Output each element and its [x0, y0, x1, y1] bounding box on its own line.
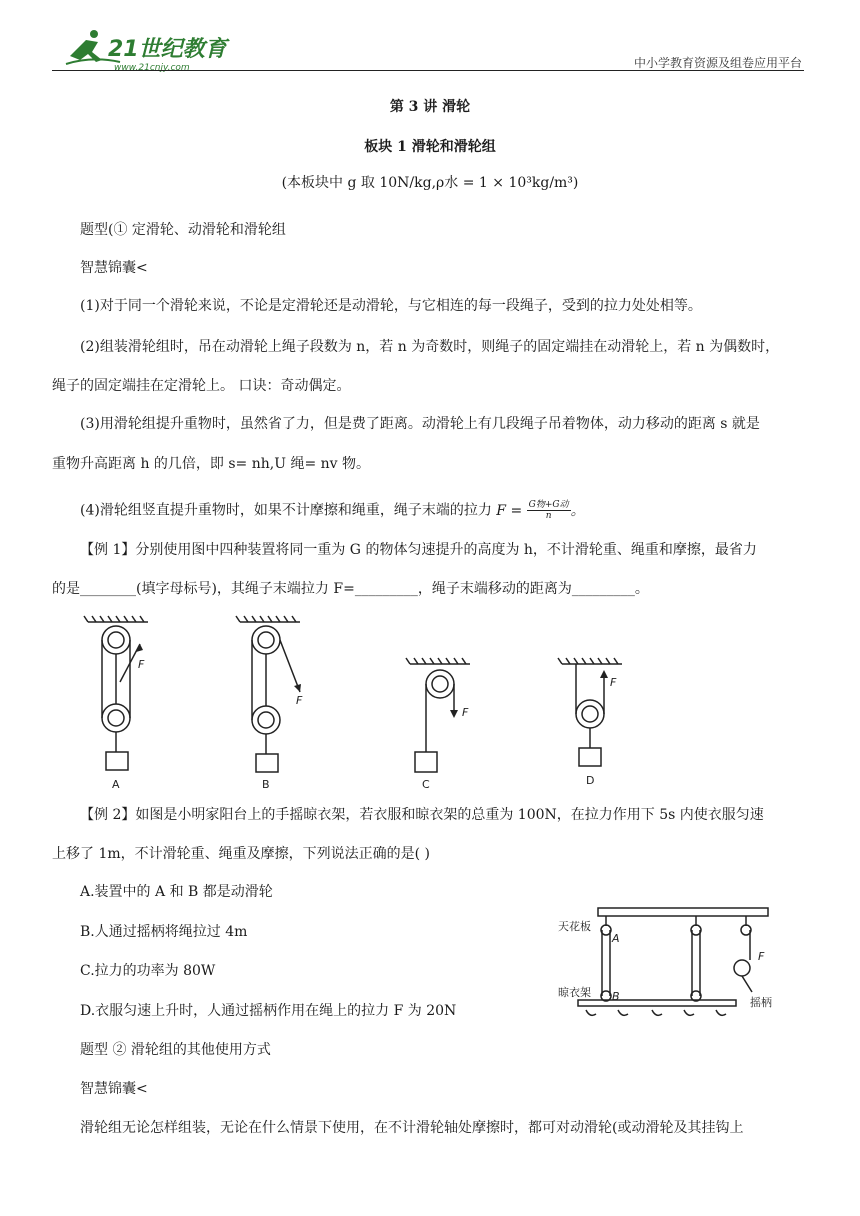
question-type-2: 题型 ② 滑轮组的其他使用方式 — [80, 1042, 271, 1058]
logo — [62, 26, 232, 76]
option-c: C.拉力的功率为 80W — [80, 963, 216, 979]
pulley-setup-a — [84, 616, 148, 770]
figure-label-d: D — [586, 774, 595, 787]
tip-item-formula — [80, 500, 585, 521]
logo-text: 21世纪教育 — [108, 37, 227, 62]
tip-item: 绳子的固定端挂在定滑轮上。 口诀：奇动偶定。 — [52, 378, 351, 394]
tip-item: (1)对于同一个滑轮来说，不论是定滑轮还是动滑轮，与它相连的每一段绳子，受到的拉力处处相等。 — [80, 298, 702, 314]
tips-heading-2: 智慧锦囊< — [80, 1081, 148, 1097]
pulley-figure — [70, 612, 630, 798]
pulley-a-label: A — [612, 932, 620, 945]
section-title: 板块 1 滑轮和滑轮组 — [364, 139, 496, 155]
pulley-b-label: B — [612, 990, 620, 1003]
pulley-setup-d — [558, 658, 622, 766]
force-label: F — [462, 706, 469, 719]
formula-denominator: n — [545, 511, 552, 521]
example-1-line: 的是________(填字母标号)，其绳子末端拉力 F=_________，绳子末端移动的距离为_________。 — [52, 581, 649, 597]
pulley-setup-c — [406, 658, 470, 772]
formula-tail: 。 — [570, 502, 585, 519]
figure-label-a: A — [112, 778, 120, 791]
drying-rack-figure — [556, 900, 806, 1026]
lesson-title: 第 3 讲 滑轮 — [389, 99, 471, 115]
force-label: F — [610, 676, 617, 689]
header-divider — [52, 70, 804, 71]
handle-label: 摇柄 — [750, 996, 772, 1009]
tip-item: (2)组装滑轮组时，吊在动滑轮上绳子段数为 n，若 n 为奇数时，则绳子的固定端挂在动滑轮上，若 n 为偶数时， — [80, 339, 780, 355]
formula-fraction — [527, 500, 571, 521]
formula — [496, 500, 585, 521]
example-2-line: 【例 2】如图是小明家阳台上的手摇晾衣架，若衣服和晾衣架的总重为 100N，在拉力作用下 5s 内使衣服匀速 — [80, 807, 764, 823]
option-a: A.装置中的 A 和 B 都是动滑轮 — [80, 884, 273, 900]
tip-item: 重物升高距离 h 的几倍，即 s= nh,U 绳= nv 物。 — [52, 456, 371, 472]
paragraph-line: 滑轮组无论怎样组装，无论在什么情景下使用，在不计滑轮轴处摩擦时，都可对动滑轮(或动滑轮及其挂钩上 — [80, 1120, 744, 1136]
example-2-line: 上移了 1m，不计滑轮重、绳重及摩擦，下列说法正确的是( ) — [52, 846, 431, 862]
figure-label-b: B — [262, 778, 270, 791]
logo-runner-icon — [62, 26, 232, 76]
force-label: F — [138, 658, 145, 671]
tip-item: (3)用滑轮组提升重物时，虽然省了力，但是费了距离。动滑轮上有几段绳子吊着物体，动力移动的距离 s 就是 — [80, 416, 760, 432]
formula-lhs: F = — [496, 502, 523, 519]
option-b: B.人通过摇柄将绳拉过 4m — [80, 924, 248, 940]
logo-url: www.21cnjy.com — [114, 63, 190, 73]
pulley-setup-b — [236, 616, 300, 772]
example-1-line: 【例 1】分别使用图中四种装置将同一重为 G 的物体匀速提升的高度为 h，不计滑轮重、绳重和摩擦，最省力 — [80, 542, 757, 558]
ceiling-label: 天花板 — [558, 920, 591, 933]
tip-item: (4)滑轮组竖直提升重物时，如果不计摩擦和绳重，绳子末端的拉力 — [80, 502, 492, 519]
tips-heading-1: 智慧锦囊< — [80, 260, 148, 276]
section-note: (本板块中 g 取 10N/kg,ρ水 = 1 × 10³kg/m³) — [281, 175, 579, 191]
force-label: F — [758, 950, 765, 963]
force-label: F — [296, 694, 303, 707]
option-d: D.衣服匀速上升时，人通过摇柄作用在绳上的拉力 F 为 20N — [80, 1003, 457, 1019]
rack-label: 晾衣架 — [558, 986, 591, 999]
figure-label-c: C — [422, 778, 430, 791]
platform-name: 中小学教育资源及组卷应用平台 — [633, 56, 802, 70]
question-type-1: 题型(① 定滑轮、动滑轮和滑轮组 — [80, 222, 286, 238]
formula-numerator: G物+G动 — [528, 500, 569, 510]
